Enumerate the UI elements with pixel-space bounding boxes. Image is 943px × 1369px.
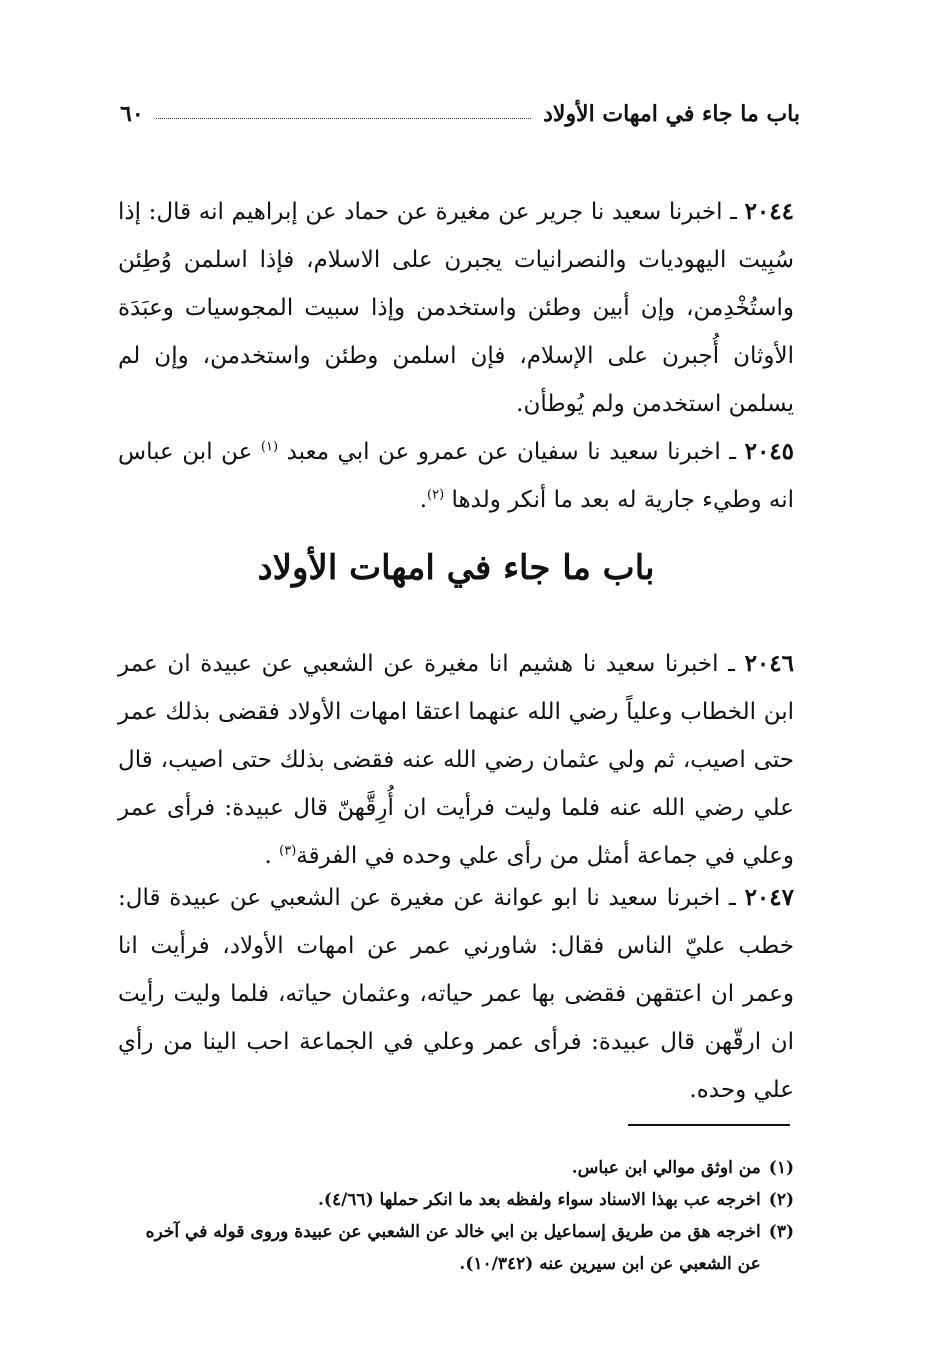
hadith-text-end: .: [419, 487, 428, 513]
hadith-text: اخبرنا سعيد نا سفيان عن عمرو عن ابي معبد: [286, 439, 721, 465]
hadith-text: عن ابن عباس انه وطيء جارية له بعد ما أنكر ولدها: [118, 439, 794, 513]
footnote-ref-2: (٢): [427, 487, 445, 503]
page-header: [120, 94, 800, 134]
footnote-text: اخرجه عب بهذا الاسناد سواء ولفظه بعد ما انكر حملها (٤/٦٦).: [317, 1190, 761, 1210]
footnote-marker: (٢): [768, 1190, 794, 1210]
page-number: ٦٠: [120, 101, 144, 127]
hadith-paragraph-2046: ٢٠٤٦ ـ اخبرنا سعيد نا هشيم انا مغيرة عن الشعبي عن عبيدة ان عمر ابن الخطاب وعلياً رضي الله عنهما اعتقا امهات الأولاد فقضى بذلك عمر حتى اصيب، ثم ولي عثمان رضي الله عنه فقضى بذلك حتى اصيب، قال علي رضي الله عنه فلما وليت فرأيت ان أُرِقَّهنّ قال عبيدة: فرأى عمر وعلي في جماعة أمثل من رأى علي وحده في الفرقة$^{(٣)}$ .: [118, 650, 794, 869]
hadith-text: اخبرنا سعيد نا جرير عن مغيرة عن حماد عن إبراهيم انه قال: إذا سُبِيت اليهوديات والنصرانيات يجبرن على الاسلام، فإذا اسلمن وُطِئن واستُخْدِمن، وإن أبين وطئن واستخدمن وإذا سبيت المجوسيات وعبَدَة الأوثان أُجبرن على الإسلام، فإن اسلمن وطئن واستخدمن، وإن لم يسلمن استخدمن ولم يُوطأن.: [118, 199, 794, 417]
hadith-paragraph-2044: ٢٠٤٤ ـ اخبرنا سعيد نا جرير عن مغيرة عن حماد عن إبراهيم انه قال: إذا سُبِيت اليهوديات والنصرانيات يجبرن على الاسلام، فإذا اسلمن وُطِئن واستُخْدِمن، وإن أبين وطئن واستخدمن وإذا سبيت المجوسيات وعبَدَة الأوثان أُجبرن على الإسلام، فإن اسلمن وطئن واستخدمن، وإن لم يسلمن استخدمن ولم يُوطأن.: [118, 198, 794, 417]
hadith-text: اخبرنا سعيد نا ابو عوانة عن مغيرة عن الشعبي عن عبيدة قال: خطب عليّ الناس فقال: شاورني عمر عن امهات الأولاد، فرأيت انا وعمر ان اعتقهن فقضى بها عمر حياته، وعثمان حياته، فلما وليت رأيت ان ارقّهن قال عبيدة: فرأى عمر وعلي في الجماعة احب الينا من رأي علي وحده.: [118, 885, 794, 1103]
footnote-2: [118, 1184, 794, 1216]
hadith-number: ٢٠٤٦: [744, 650, 794, 677]
chapter-title: باب ما جاء في امهات الأولاد: [257, 548, 655, 588]
hadith-paragraph-2047: ٢٠٤٧ ـ اخبرنا سعيد نا ابو عوانة عن مغيرة عن الشعبي عن عبيدة قال: خطب عليّ الناس فقال: شاورني عمر عن امهات الأولاد، فرأيت انا وعمر ان اعتقهن فقضى بها عمر حياته، وعثمان حياته، فلما وليت رأيت ان ارقّهن قال عبيدة: فرأى عمر وعلي في الجماعة احب الينا من رأي علي وحده.: [118, 884, 794, 1103]
footnote-3: [118, 1216, 794, 1280]
footnote-separator: [628, 1124, 790, 1126]
footnote-text: اخرجه هق من طريق إسماعيل بن ابي خالد عن الشعبي عن عبيدة وروى قوله في آخره عن الشعبي عن ابن سيرين عنه (١٠/٣٤٢).: [145, 1222, 761, 1274]
hadith-number: ٢٠٤٧: [744, 884, 794, 911]
hadith-text: اخبرنا سعيد نا هشيم انا مغيرة عن الشعبي عن عبيدة ان عمر ابن الخطاب وعلياً رضي الله عنهما اعتقا امهات الأولاد فقضى بذلك عمر حتى اصيب، ثم ولي عثمان رضي الله عنه فقضى بذلك حتى اصيب، قال علي رضي الله عنه فلما وليت فرأيت ان أُرِقَّهنّ قال عبيدة: فرأى عمر وعلي في جماعة أمثل من رأى علي وحده في الفرقة: [118, 651, 794, 869]
footnote-text: من اوثق موالي ابن عباس.: [571, 1158, 761, 1178]
footnote-ref-1: (١): [260, 439, 279, 455]
hadith-text-end: .: [264, 843, 272, 869]
hadith-number: ٢٠٤٤: [744, 198, 794, 225]
hadith-number: ٢٠٤٥: [744, 438, 795, 465]
footnote-marker: (٣): [768, 1222, 794, 1242]
hadith-paragraph-2045: ٢٠٤٥ ـ اخبرنا سعيد نا سفيان عن عمرو عن ابي معبد $^{(١)}$ عن ابن عباس انه وطيء جارية له بعد ما أنكر ولدها $^{(٢)}$.: [118, 438, 795, 513]
footnote-marker: (١): [768, 1158, 794, 1178]
running-title: باب ما جاء في امهات الأولاد: [543, 101, 800, 127]
footnote-1: [118, 1152, 794, 1184]
footnotes: [118, 1152, 794, 1280]
header-dotted-leader: [156, 118, 531, 119]
footnote-ref-3: (٣): [279, 843, 297, 859]
